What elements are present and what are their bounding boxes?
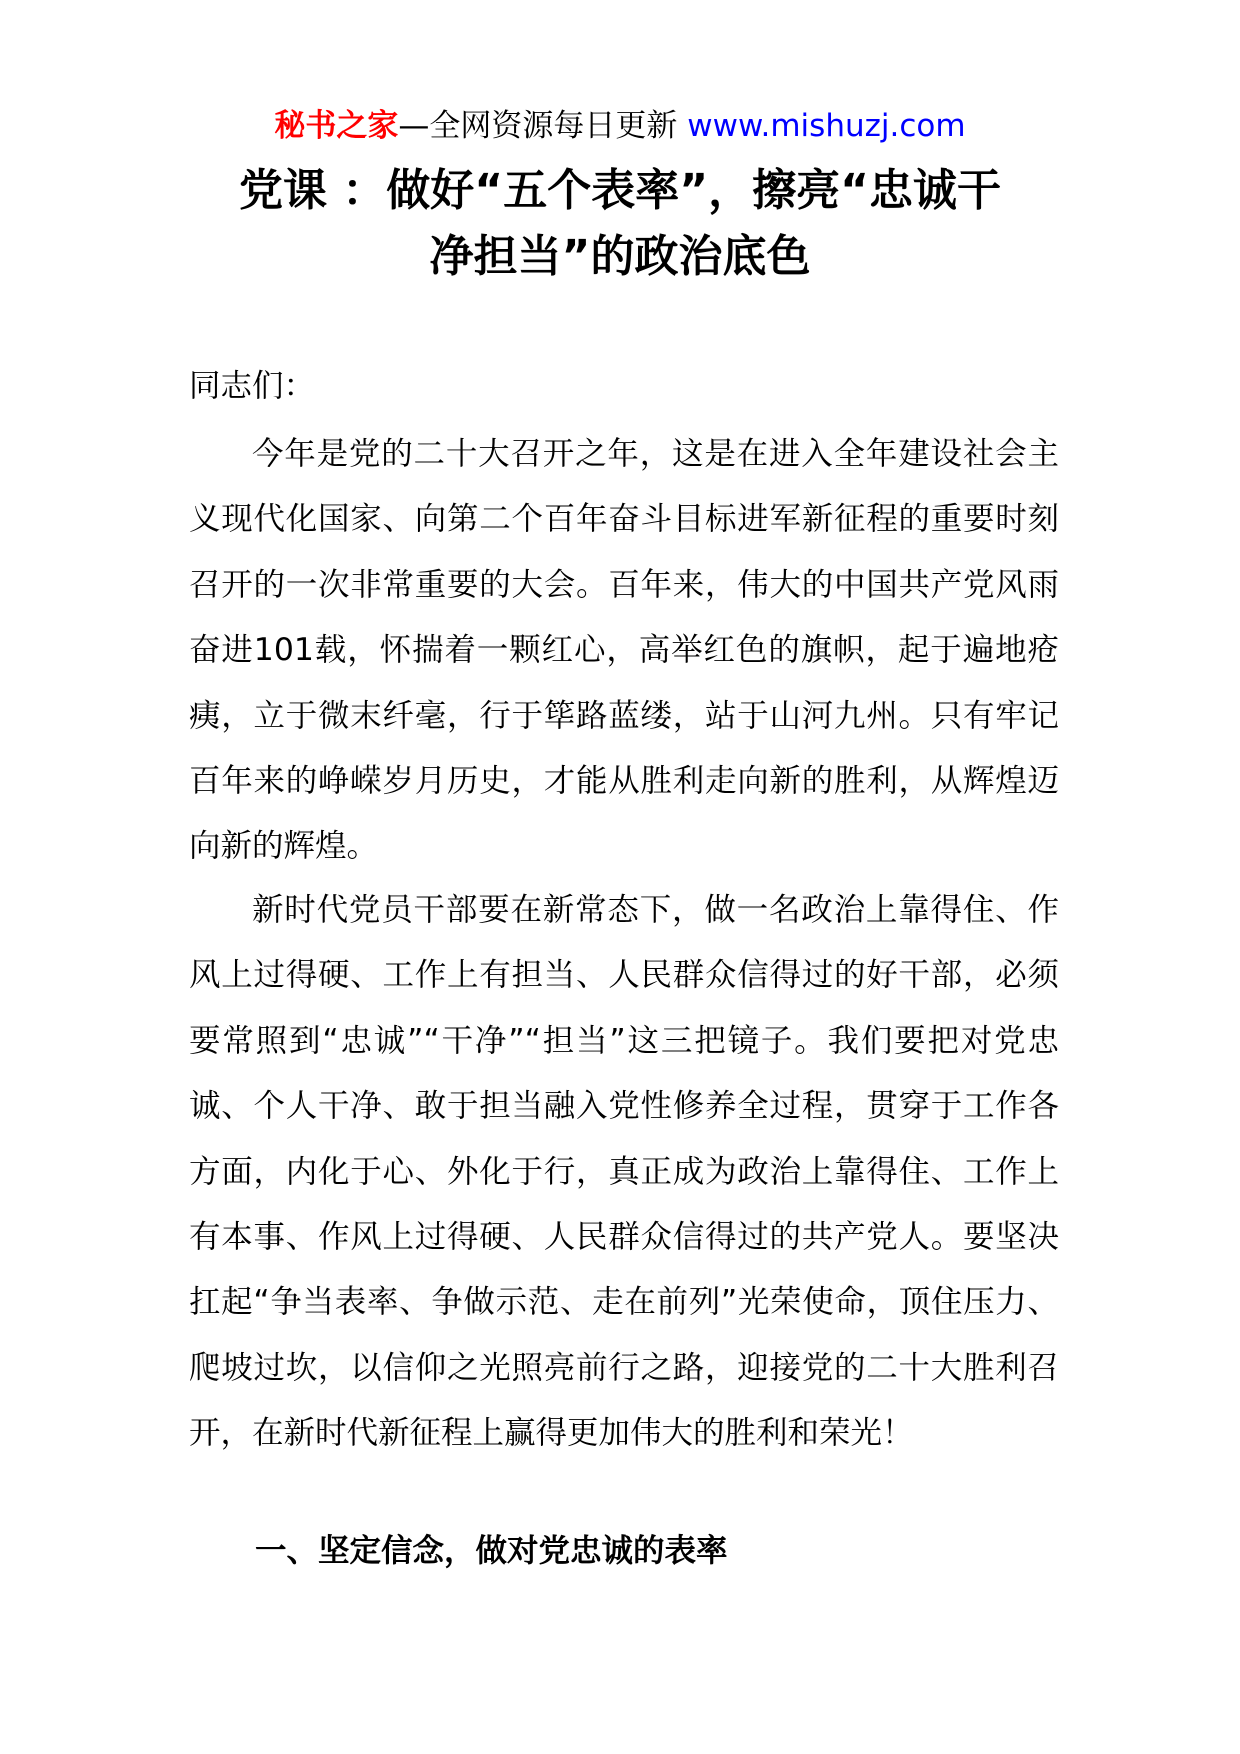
header-banner — [0, 98, 1240, 154]
paragraph-2: 新时代党员干部要在新常态下，做一名政治上靠得住、作风上过得硬、工作上有担当、人民群众信得过的好干部，必须要常照到“忠诚”“干净”“担当”这三把镜子。我们要把对党忠诚、个人干净、敢于担当融入党性修养全过程，贯穿于工作各方面，内化于心、外化于行，真正成为政治上靠得住、工作上有本事、作风上过得硬、人民群众信得过的共产党人。要坚决扛起“争当表率、争做示范、走在前列”光荣使命，顶住压力、爬坡过坎，以信仰之光照亮前行之路，迎接党的二十大胜利召开，在新时代新征程上赢得更加伟大的胜利和荣光！ — [189, 892, 1059, 1452]
header-tagline: —全网资源每日更新 — [398, 108, 688, 144]
title-line-1: 党课 ：做好“五个表率”，擦亮“忠诚干 — [238, 165, 1002, 216]
brand-name: 秘书之家 — [274, 108, 399, 144]
site-url-link[interactable]: www.mishuzj.com — [687, 108, 966, 144]
section-heading-1: 一、坚定信念，做对党忠诚的表率 — [255, 1533, 728, 1569]
greeting: 同志们： — [189, 368, 316, 404]
document-title — [150, 158, 1090, 290]
paragraph-1: 今年是党的二十大召开之年，这是在进入全年建设社会主义现代化国家、向第二个百年奋斗目标进军新征程的重要时刻召开的一次非常重要的大会。百年来，伟大的中国共产党风雨奋进101载，怀揣着一颗红心，高举红色的旗帜，起于遍地疮痍，立于微末纤毫，行于筚路蓝缕，站于山河九州。只有牢记百年来的峥嵘岁月历史，才能从胜利走向新的胜利，从辉煌迈向新的辉煌。 — [189, 436, 1059, 865]
title-line-2: 净担当”的政治底色 — [429, 231, 811, 282]
